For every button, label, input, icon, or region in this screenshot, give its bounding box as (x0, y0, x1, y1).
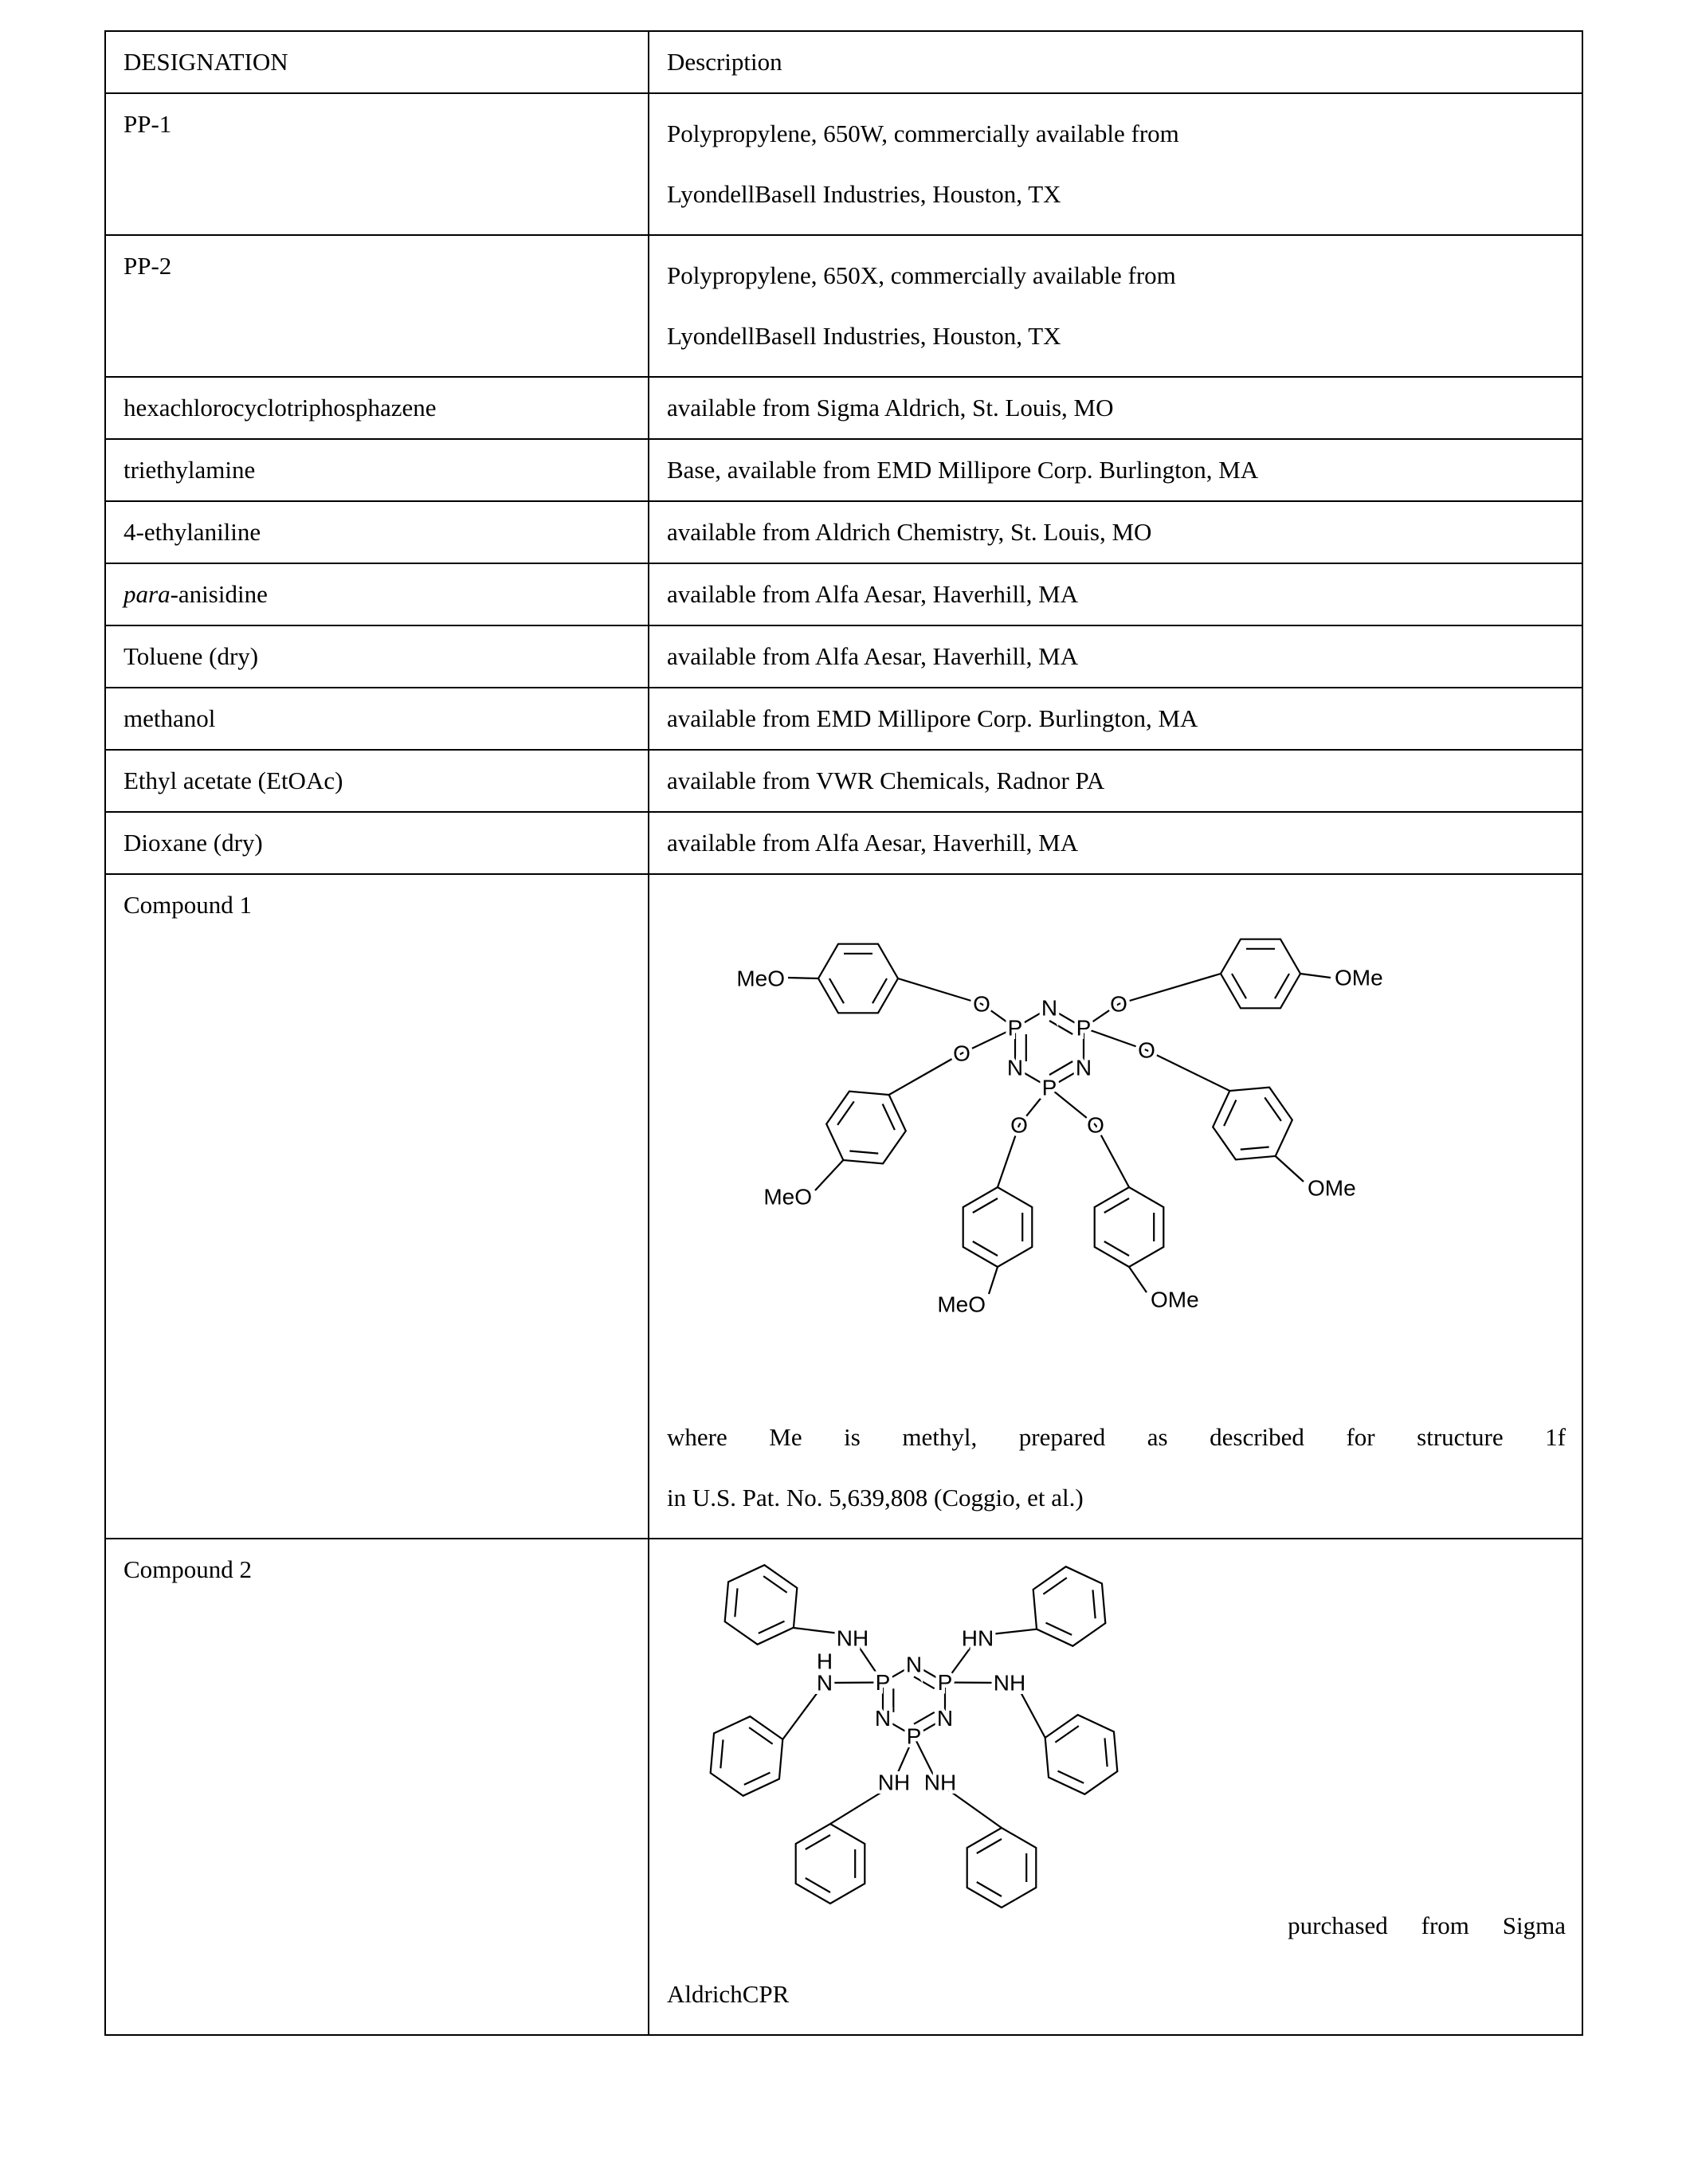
description-line: Polypropylene, 650W, commercially available from (667, 120, 1179, 147)
benzene-ring (818, 944, 898, 1014)
table-row (105, 625, 1582, 688)
description-cell (649, 874, 1582, 1539)
atom-label-o: O (953, 1041, 970, 1066)
atom-label-n: N (1075, 1055, 1092, 1080)
benzene-ring (796, 1824, 865, 1904)
atom-label-meo: MeO (763, 1184, 812, 1210)
designation-cell: PP-2 (105, 235, 649, 377)
table-row (105, 439, 1582, 501)
atom-label-ome: OMe (1308, 1175, 1356, 1201)
description-cell: available from Alfa Aesar, Haverhill, MA (649, 563, 1582, 625)
designation-cell: hexachlorocyclotriphosphazene (105, 377, 649, 439)
table-row (105, 563, 1582, 625)
table-row (105, 812, 1582, 874)
atom-label-n: N (1006, 1055, 1024, 1080)
designation-italic-part: para (124, 580, 171, 608)
header-designation: DESIGNATION (105, 31, 649, 93)
atom-label-n: N (816, 1670, 833, 1696)
description-cell: available from Alfa Aesar, Haverhill, MA (649, 812, 1582, 874)
table-row-compound1 (105, 874, 1582, 1539)
compound2-caption-right: purchased from Sigma (1288, 1911, 1566, 1939)
atom-label-n: N (1041, 995, 1058, 1021)
description-cell: available from EMD Millipore Corp. Burlington, MA (649, 688, 1582, 750)
atom-label-o: O (1087, 1112, 1104, 1138)
atom-label-nh: NH (877, 1770, 911, 1795)
designation-cell: Toluene (dry) (105, 625, 649, 688)
atom-label-o: O (1138, 1037, 1155, 1063)
description-line: LyondellBasell Industries, Houston, TX (667, 322, 1061, 350)
compound1-caption-line: where Me is methyl, prepared as described for structure 1f (667, 1423, 1566, 1451)
designation-cell: 4-ethylaniline (105, 501, 649, 563)
atom-label-ome: OMe (1335, 965, 1383, 990)
atom-label-nh: NH (993, 1670, 1026, 1696)
description-cell: Base, available from EMD Millipore Corp. Burlington, MA (649, 439, 1582, 501)
atom-label-nh: NH (836, 1625, 869, 1651)
designation-cell (105, 563, 649, 625)
atom-label-p: P (1076, 1015, 1092, 1041)
description-cell (649, 235, 1582, 377)
benzene-ring (1221, 939, 1300, 1009)
description-cell (649, 93, 1582, 235)
compound1-structure (667, 884, 1563, 1402)
description-line: LyondellBasell Industries, Houston, TX (667, 180, 1061, 208)
atom-label-o: O (973, 991, 990, 1017)
atom-label-p: P (875, 1670, 891, 1695)
description-cell: available from Aldrich Chemistry, St. Louis, MO (649, 501, 1582, 563)
table-row (105, 750, 1582, 812)
atom-label-p: P (906, 1723, 922, 1749)
designation-cell: PP-1 (105, 93, 649, 235)
compound2-caption-left: AldrichCPR (667, 1980, 790, 2008)
designation-cell: triethylamine (105, 439, 649, 501)
description-line: Polypropylene, 650X, commercially available from (667, 261, 1176, 289)
designation-cell: Dioxane (dry) (105, 812, 649, 874)
atom-label-p: P (937, 1670, 953, 1695)
header-description: Description (649, 31, 1582, 93)
benzene-ring (694, 1705, 799, 1807)
materials-table (104, 30, 1583, 2036)
designation-rest-part: -anisidine (170, 580, 268, 608)
compound1-bonds (788, 974, 1331, 1294)
table-row (105, 235, 1582, 377)
atom-label-n: N (874, 1706, 892, 1731)
table-row (105, 688, 1582, 750)
atom-label-nh: NH (923, 1770, 957, 1795)
benzene-ring (963, 1187, 1033, 1267)
designation-cell: Ethyl acetate (EtOAc) (105, 750, 649, 812)
table-row (105, 377, 1582, 439)
atom-label-o: O (1110, 991, 1127, 1017)
description-cell (649, 1539, 1582, 2035)
atom-label-hn: HN (961, 1625, 994, 1651)
atom-label-ome: OMe (1151, 1287, 1199, 1312)
benzene-ring (708, 1554, 814, 1656)
designation-cell: Compound 1 (105, 874, 649, 1539)
benzene-ring (1029, 1704, 1134, 1806)
designation-cell: Compound 2 (105, 1539, 649, 2035)
description-cell: available from VWR Chemicals, Radnor PA (649, 750, 1582, 812)
atom-label-p: P (1007, 1015, 1023, 1041)
table-row (105, 93, 1582, 235)
description-cell: available from Alfa Aesar, Haverhill, MA (649, 625, 1582, 688)
benzene-ring (1095, 1187, 1164, 1267)
designation-cell: methanol (105, 688, 649, 750)
compound1-caption-line: in U.S. Pat. No. 5,639,808 (Coggio, et al.) (667, 1484, 1084, 1512)
atom-label-n: N (936, 1706, 954, 1731)
benzene-ring (815, 1075, 917, 1180)
atom-label-meo: MeO (736, 966, 785, 991)
atom-label-n: N (905, 1652, 923, 1677)
atom-label-h: H (816, 1649, 833, 1674)
table-row (105, 501, 1582, 563)
atom-label-meo: MeO (937, 1292, 986, 1317)
benzene-ring (1017, 1555, 1122, 1657)
table-header-row (105, 31, 1582, 93)
atom-label-o: O (1010, 1112, 1028, 1138)
table-row-compound2 (105, 1539, 1582, 2035)
description-cell: available from Sigma Aldrich, St. Louis, MO (649, 377, 1582, 439)
atom-label-p: P (1041, 1075, 1057, 1100)
benzene-ring (1202, 1071, 1304, 1176)
